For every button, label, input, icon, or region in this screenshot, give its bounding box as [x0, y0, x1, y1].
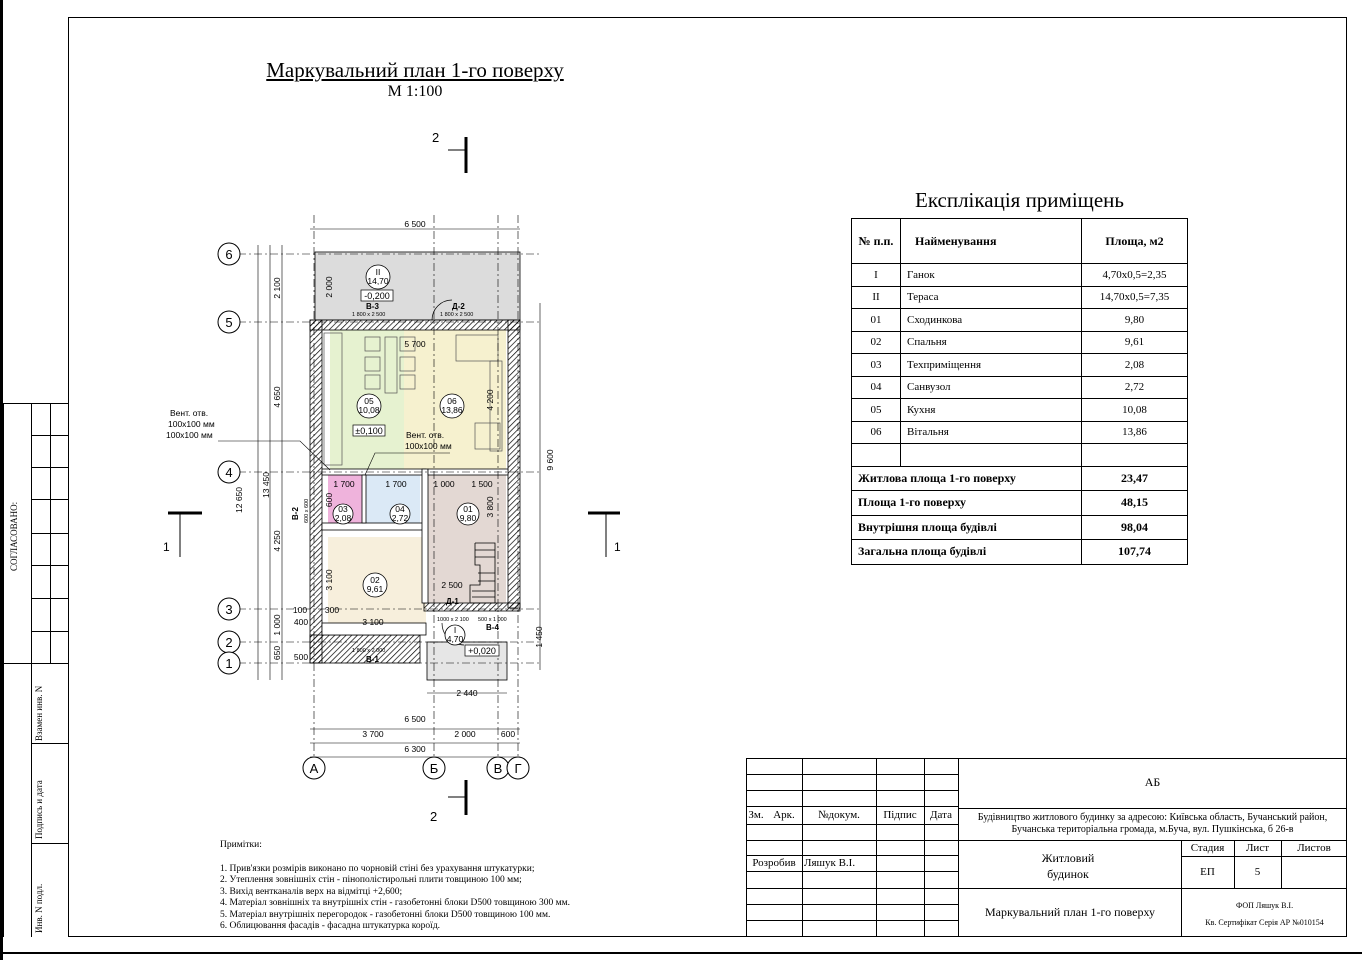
window-v4: В-4 [486, 623, 499, 632]
dim-left-650: 650 [272, 645, 282, 661]
room-label-03: 03 [338, 504, 348, 514]
sheet-label: Лист [1245, 842, 1270, 854]
room-area-02: 9,61 [366, 584, 384, 594]
axis-row-3: 3 [225, 602, 233, 617]
col-header-doc: №докум. [818, 809, 860, 821]
row-no: 04 [852, 376, 901, 399]
row-name: Техприміщення [901, 354, 1082, 377]
row-name: Вітальня [901, 421, 1082, 444]
sheet-title: Маркувальний план 1-го поверху [985, 905, 1155, 919]
stage-value: ЕП [1200, 866, 1215, 878]
total-value: 48,15 [1082, 491, 1188, 516]
section-side-right: 1 [614, 540, 621, 554]
vent-label-4: Вент. отв. [406, 430, 445, 440]
table-row [852, 399, 1188, 422]
dim-inner-300: 300 [324, 605, 340, 615]
dim-porch-2440: 2 440 [456, 688, 478, 698]
level-porch: +0,020 [468, 646, 496, 656]
row-area: 2,72 [1082, 376, 1188, 399]
notes-block [220, 840, 570, 933]
total-row [852, 466, 1188, 491]
window-size-v4: 500 x 1 000 [478, 617, 507, 623]
section-mark-bottom: 2 [430, 809, 438, 824]
total-row [852, 515, 1188, 540]
stamp-code: АБ [1144, 775, 1161, 789]
total-value: 98,04 [1082, 515, 1188, 540]
dim-right-9600: 9 600 [545, 449, 555, 471]
row-area: 13,86 [1082, 421, 1188, 444]
door-d2: Д-2 [452, 302, 465, 311]
dim-inner-1700b: 1 700 [385, 479, 407, 489]
table-row [852, 421, 1188, 444]
row-no: 02 [852, 331, 901, 354]
dim-bottom-2000: 2 000 [454, 729, 476, 739]
dim-right-1450: 1 450 [534, 626, 544, 648]
row-no: II [852, 286, 901, 309]
total-label: Загальна площа будівлі [852, 540, 1082, 565]
dim-left-4650: 4 650 [272, 386, 282, 408]
room-label-06: 06 [447, 396, 457, 406]
dim-bottom-3700: 3 700 [362, 729, 384, 739]
stamp-project: Будівництво житлового будинку за адресою: Київська область, Бучанський район, Бучанська територіальна громада, м.Буча, вул. Пушкінська, б 26-в [977, 812, 1328, 835]
vent-label-3: 100х100 мм [166, 430, 213, 440]
dim-left-2100: 2 100 [272, 277, 282, 299]
window-size-v1: 1 800 x 2 000 [352, 648, 386, 654]
explication-title: Експлікація приміщень [915, 188, 1124, 212]
table-row [852, 376, 1188, 399]
level-kitchen: ±0,100 [355, 426, 383, 436]
dim-bottom-6300: 6 300 [404, 744, 426, 754]
dim-inner-2500: 2 500 [441, 580, 463, 590]
axis-col-a: А [309, 761, 319, 776]
explication-table [851, 218, 1188, 565]
level-terrace: -0,200 [364, 291, 390, 301]
row-name: Кухня [901, 399, 1082, 422]
note-item: 6. Облицювання фасадів - фасадна штукатурка короїд. [220, 921, 441, 931]
room-label-i: I [453, 625, 457, 635]
floor-plan [160, 125, 640, 830]
room-label-ii: II [375, 267, 381, 277]
row-no: 01 [852, 309, 901, 332]
dim-left-13450: 13 450 [261, 472, 271, 498]
section-mark-top: 2 [432, 130, 440, 145]
room-area-05: 10,08 [358, 405, 380, 415]
dim-bottom-6500: 6 500 [404, 714, 426, 724]
axis-col-b: Б [429, 761, 439, 776]
axis-row-6: 6 [225, 247, 233, 262]
total-label: Площа 1-го поверху [852, 491, 1082, 516]
dim-inner-3100v: 3 100 [324, 569, 334, 591]
dim-inner-100: 100 [292, 605, 308, 615]
header-area: Площа, м2 [1082, 219, 1188, 264]
axis-row-4: 4 [225, 465, 233, 480]
total-value: 23,47 [1082, 466, 1188, 491]
row-area: 4,70х0,5=2,35 [1082, 264, 1188, 287]
sheets-label: Листов [1297, 842, 1331, 854]
row-name: Ганок [901, 264, 1082, 287]
total-row [852, 540, 1188, 565]
dim-inner-400: 400 [293, 617, 309, 627]
row-no: 05 [852, 399, 901, 422]
window-size-v3: 1 800 x 2 500 [352, 312, 386, 318]
total-label: Житлова площа 1-го поверху [852, 466, 1082, 491]
notes-title: Примітки: [220, 840, 262, 850]
col-header-ark: Арк. [773, 809, 795, 821]
col-header-date: Дата [930, 809, 952, 821]
title-block [746, 758, 1347, 937]
dim-left-inner-2000: 2 000 [324, 276, 334, 298]
door-d1: Д-1 [446, 597, 459, 606]
window-v3: В-3 [366, 302, 379, 311]
room-area-01: 9,80 [459, 513, 477, 523]
row-name: Спальня [901, 331, 1082, 354]
table-row [852, 286, 1188, 309]
company-name: ФОП Ляшук В.І. [1235, 901, 1294, 910]
row-no: I [852, 264, 901, 287]
object-name: Житловий будинок [1041, 851, 1095, 881]
explication-header-row [852, 219, 1188, 264]
row-name: Тераса [901, 286, 1082, 309]
total-value: 107,74 [1082, 540, 1188, 565]
table-row [852, 354, 1188, 377]
axis-row-1: 1 [225, 656, 233, 671]
sheet-value: 5 [1254, 866, 1261, 878]
sign-date-label: Подпись и дата [34, 780, 44, 839]
terrace-area [315, 252, 520, 320]
dim-inner-600: 600 [324, 492, 334, 508]
total-label: Внутрішня площа будівлі [852, 515, 1082, 540]
dim-inner-3800: 3 800 [485, 496, 495, 518]
table-row [852, 309, 1188, 332]
table-row [852, 331, 1188, 354]
note-item: 3. Вихід вентканалів верх на відмітці +2,600; [220, 886, 403, 897]
outer-border-bottom [0, 952, 1362, 954]
room-label-04: 04 [395, 504, 405, 514]
total-row [852, 491, 1188, 516]
dim-inner-500: 500 [293, 652, 309, 662]
note-item: 1. Прив'язки розмірів виконано по чорновій стіні без урахування штукатурки; [220, 863, 535, 874]
header-name: Найменування [901, 219, 1082, 264]
drawing-title: Маркувальний план 1-го поверху [266, 58, 564, 82]
room-area-i: 4,70 [446, 634, 464, 644]
axis-col-g: Г [514, 761, 522, 776]
window-v1: В-1 [366, 655, 379, 664]
dim-left-1000: 1 000 [272, 614, 282, 636]
developed-label: Розробив [752, 857, 796, 869]
room-label-02: 02 [370, 575, 380, 585]
row-area: 2,08 [1082, 354, 1188, 377]
row-area: 9,80 [1082, 309, 1188, 332]
row-name: Сходинкова [901, 309, 1082, 332]
stage-label: Стадия [1190, 842, 1225, 854]
door-size-d1: 1000 x 2 100 [437, 617, 469, 623]
note-item: 4. Матеріал зовнішніх та внутрішніх стін - газобетонні блоки D500 товщиною 300 мм. [220, 898, 570, 908]
replace-inv-label: Взамен инв. N [34, 685, 44, 741]
dim-inner-3100h: 3 100 [362, 617, 384, 627]
table-row [852, 264, 1188, 287]
dim-inner-4200: 4 200 [485, 389, 495, 411]
developer-name: Ляшук В.І. [804, 857, 856, 869]
room-area-03: 2,08 [334, 513, 352, 523]
approved-label: СОГЛАСОВАНО: [9, 501, 19, 571]
row-area: 9,61 [1082, 331, 1188, 354]
drawing-scale: М 1:100 [387, 83, 443, 100]
col-header-sign: Підпис [883, 809, 917, 821]
dim-left-12650: 12 650 [234, 487, 244, 513]
dim-bottom-600: 600 [500, 729, 516, 739]
dim-inner-1000: 1 000 [433, 479, 455, 489]
note-item: 2. Утеплення зовнішніх стін - пінополістирольні плити товщиною 100 мм; [220, 875, 522, 885]
side-stamp [3, 403, 68, 937]
room-area-06: 13,86 [441, 405, 463, 415]
vent-label-1: Вент. отв. [170, 408, 209, 418]
vent-label-5: 100х100 мм [405, 441, 452, 451]
row-no: 03 [852, 354, 901, 377]
row-name: Санвузол [901, 376, 1082, 399]
dim-inner-1700a: 1 700 [333, 479, 355, 489]
inv-orig-label: Инв. N подл. [34, 883, 44, 933]
dim-top-total: 6 500 [404, 219, 426, 229]
room-label-05: 05 [364, 396, 374, 406]
window-size-v2: 600 x 600 [304, 498, 310, 523]
room-label-01: 01 [463, 504, 473, 514]
axis-row-5: 5 [225, 315, 233, 330]
empty-row [852, 444, 1188, 467]
row-no: 06 [852, 421, 901, 444]
certificate: Кв. Сертифікат Серія АР №010154 [1205, 918, 1324, 927]
vent-label-2: 100х100 мм [168, 419, 215, 429]
door-size-d2: 1 800 x 2 500 [440, 312, 474, 318]
col-header-zm: Зм. [748, 809, 764, 821]
axis-row-2: 2 [225, 635, 233, 650]
room-stair-fill [428, 475, 506, 603]
room-area-ii: 14,70 [367, 276, 389, 286]
row-area: 14,70х0,5=7,35 [1082, 286, 1188, 309]
note-item: 5. Матеріал внутрішніх перегородок - газобетонні блоки D500 товщиною 100 мм. [220, 909, 551, 920]
window-v2: В-2 [291, 507, 300, 520]
section-side-left: 1 [163, 540, 170, 554]
room-area-04: 2,72 [391, 513, 409, 523]
header-no: № п.п. [852, 219, 901, 264]
dim-left-4250: 4 250 [272, 530, 282, 552]
axis-col-v: В [493, 761, 503, 776]
dim-inner-5700: 5 700 [404, 339, 426, 349]
dim-inner-1500: 1 500 [471, 479, 493, 489]
row-area: 10,08 [1082, 399, 1188, 422]
